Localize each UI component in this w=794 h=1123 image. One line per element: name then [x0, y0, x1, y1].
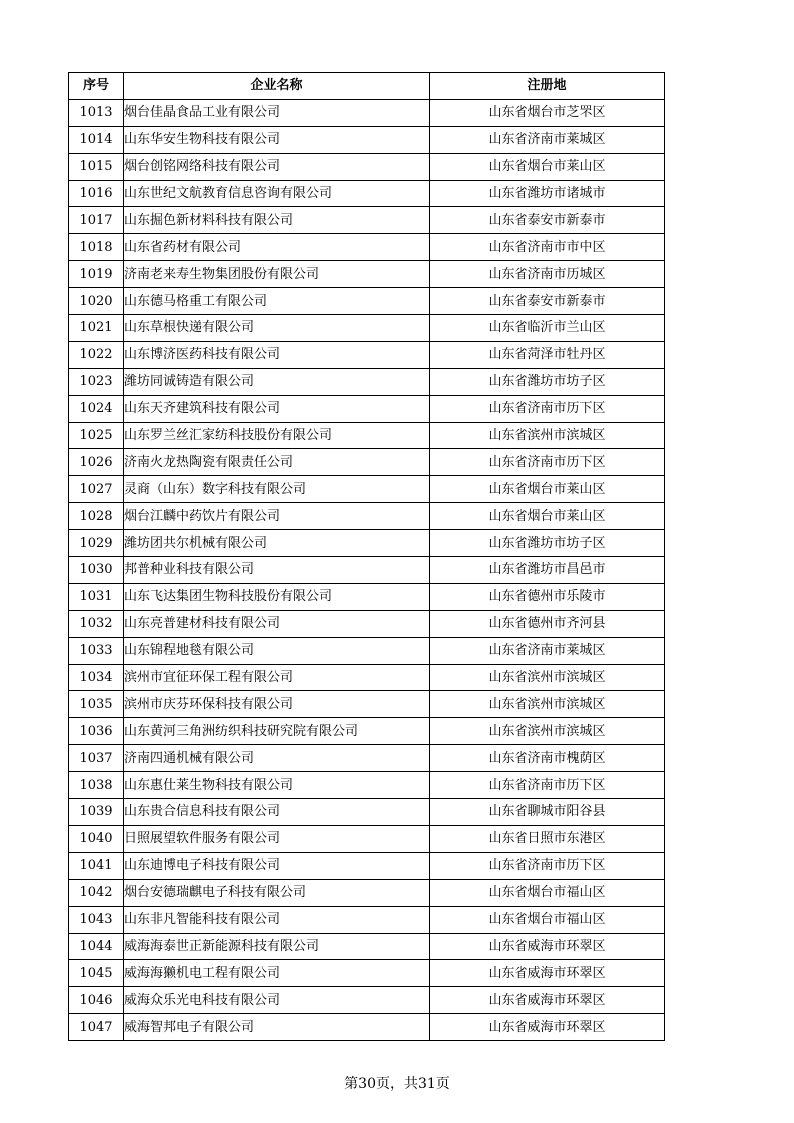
company-name: 山东贵合信息科技有限公司	[124, 799, 430, 826]
company-name: 山东黄河三角洲纺织科技研究院有限公司	[124, 718, 430, 745]
table-row	[69, 288, 665, 315]
registered-location: 山东省滨州市滨城区	[430, 664, 665, 691]
row-number: 1038	[69, 772, 124, 799]
table-row	[69, 610, 665, 637]
table-row	[69, 664, 665, 691]
row-number: 1019	[69, 261, 124, 288]
row-number: 1030	[69, 557, 124, 584]
row-number: 1017	[69, 207, 124, 234]
table-row	[69, 906, 665, 933]
registered-location: 山东省济南市槐荫区	[430, 745, 665, 772]
row-number: 1041	[69, 852, 124, 879]
registered-location: 山东省济南市历下区	[430, 852, 665, 879]
registered-location: 山东省菏泽市牡丹区	[430, 341, 665, 368]
table-row	[69, 503, 665, 530]
row-number: 1034	[69, 664, 124, 691]
table-row	[69, 449, 665, 476]
row-number: 1037	[69, 745, 124, 772]
row-number: 1047	[69, 1014, 124, 1041]
company-name: 威海智邦电子有限公司	[124, 1014, 430, 1041]
table-row	[69, 799, 665, 826]
row-number: 1031	[69, 583, 124, 610]
registered-location: 山东省济南市历下区	[430, 449, 665, 476]
header-name: 企业名称	[124, 73, 430, 100]
row-number: 1045	[69, 960, 124, 987]
table-row	[69, 180, 665, 207]
row-number: 1040	[69, 825, 124, 852]
company-name: 滨州市宜征环保工程有限公司	[124, 664, 430, 691]
company-name: 日照展望软件服务有限公司	[124, 825, 430, 852]
table-row	[69, 557, 665, 584]
row-number: 1013	[69, 99, 124, 126]
registered-location: 山东省烟台市莱山区	[430, 503, 665, 530]
company-name: 山东亮普建材科技有限公司	[124, 610, 430, 637]
enterprise-table	[68, 72, 665, 1041]
page-number: 第30页，共31页	[344, 1076, 450, 1092]
registered-location: 山东省潍坊市坊子区	[430, 530, 665, 557]
header-no: 序号	[69, 73, 124, 100]
registered-location: 山东省济南市莱城区	[430, 126, 665, 153]
registered-location: 山东省德州市齐河县	[430, 610, 665, 637]
company-name: 山东草根快递有限公司	[124, 315, 430, 342]
company-name: 山东省药材有限公司	[124, 234, 430, 261]
row-number: 1024	[69, 395, 124, 422]
company-name: 济南四通机械有限公司	[124, 745, 430, 772]
registered-location: 山东省威海市环翠区	[430, 960, 665, 987]
company-name: 潍坊团共尔机械有限公司	[124, 530, 430, 557]
registered-location: 山东省潍坊市诸城市	[430, 180, 665, 207]
company-name: 滨州市庆芬环保科技有限公司	[124, 691, 430, 718]
table-row	[69, 933, 665, 960]
company-name: 山东德马格重工有限公司	[124, 288, 430, 315]
registered-location: 山东省济南市莱城区	[430, 637, 665, 664]
company-name: 山东华安生物科技有限公司	[124, 126, 430, 153]
registered-location: 山东省泰安市新泰市	[430, 288, 665, 315]
row-number: 1020	[69, 288, 124, 315]
table-header-row	[69, 73, 665, 100]
table-row	[69, 530, 665, 557]
company-name: 山东锦程地毯有限公司	[124, 637, 430, 664]
registered-location: 山东省威海市环翠区	[430, 987, 665, 1014]
table-row	[69, 99, 665, 126]
table-row	[69, 234, 665, 261]
registered-location: 山东省威海市环翠区	[430, 1014, 665, 1041]
table-row	[69, 691, 665, 718]
row-number: 1023	[69, 368, 124, 395]
table-row	[69, 395, 665, 422]
company-name: 山东罗兰丝汇家纺科技股份有限公司	[124, 422, 430, 449]
row-number: 1036	[69, 718, 124, 745]
company-name: 山东天齐建筑科技有限公司	[124, 395, 430, 422]
company-name: 济南火龙热陶瓷有限责任公司	[124, 449, 430, 476]
registered-location: 山东省烟台市福山区	[430, 906, 665, 933]
row-number: 1046	[69, 987, 124, 1014]
row-number: 1044	[69, 933, 124, 960]
registered-location: 山东省济南市市中区	[430, 234, 665, 261]
row-number: 1015	[69, 153, 124, 180]
registered-location: 山东省济南市历下区	[430, 772, 665, 799]
company-name: 山东迪博电子科技有限公司	[124, 852, 430, 879]
registered-location: 山东省济南市历城区	[430, 261, 665, 288]
table-row	[69, 1014, 665, 1041]
table-body	[69, 99, 665, 1040]
registered-location: 山东省潍坊市昌邑市	[430, 557, 665, 584]
table-row	[69, 315, 665, 342]
table-row	[69, 637, 665, 664]
company-name: 威海海泰世正新能源科技有限公司	[124, 933, 430, 960]
row-number: 1027	[69, 476, 124, 503]
registered-location: 山东省临沂市兰山区	[430, 315, 665, 342]
table-row	[69, 718, 665, 745]
company-name: 烟台江麟中药饮片有限公司	[124, 503, 430, 530]
company-name: 威海众乐光电科技有限公司	[124, 987, 430, 1014]
table-row	[69, 422, 665, 449]
table-row	[69, 153, 665, 180]
company-name: 山东掘色新材料科技有限公司	[124, 207, 430, 234]
company-name: 山东惠仕莱生物科技有限公司	[124, 772, 430, 799]
table-row	[69, 960, 665, 987]
table-row	[69, 341, 665, 368]
row-number: 1029	[69, 530, 124, 557]
header-location: 注册地	[430, 73, 665, 100]
company-name: 山东世纪文航教育信息咨询有限公司	[124, 180, 430, 207]
row-number: 1021	[69, 315, 124, 342]
row-number: 1033	[69, 637, 124, 664]
company-name: 山东非凡智能科技有限公司	[124, 906, 430, 933]
registered-location: 山东省烟台市福山区	[430, 879, 665, 906]
table-row	[69, 987, 665, 1014]
registered-location: 山东省聊城市阳谷县	[430, 799, 665, 826]
table-row	[69, 772, 665, 799]
table-row	[69, 879, 665, 906]
company-name: 烟台创铭网络科技有限公司	[124, 153, 430, 180]
company-name: 烟台佳晶食品工业有限公司	[124, 99, 430, 126]
company-name: 潍坊同诚铸造有限公司	[124, 368, 430, 395]
row-number: 1042	[69, 879, 124, 906]
registered-location: 山东省烟台市莱山区	[430, 153, 665, 180]
table-row	[69, 207, 665, 234]
row-number: 1018	[69, 234, 124, 261]
company-name: 威海海獭机电工程有限公司	[124, 960, 430, 987]
table-row	[69, 261, 665, 288]
registered-location: 山东省泰安市新泰市	[430, 207, 665, 234]
row-number: 1026	[69, 449, 124, 476]
row-number: 1028	[69, 503, 124, 530]
registered-location: 山东省烟台市芝罘区	[430, 99, 665, 126]
company-name: 山东飞达集团生物科技股份有限公司	[124, 583, 430, 610]
table-row	[69, 126, 665, 153]
company-name: 烟台安德瑞麒电子科技有限公司	[124, 879, 430, 906]
row-number: 1022	[69, 341, 124, 368]
table-row	[69, 745, 665, 772]
registered-location: 山东省滨州市滨城区	[430, 422, 665, 449]
row-number: 1016	[69, 180, 124, 207]
registered-location: 山东省滨州市滨城区	[430, 718, 665, 745]
registered-location: 山东省威海市环翠区	[430, 933, 665, 960]
table-row	[69, 583, 665, 610]
row-number: 1035	[69, 691, 124, 718]
registered-location: 山东省滨州市滨城区	[430, 691, 665, 718]
table-row	[69, 852, 665, 879]
company-name: 济南老来寿生物集团股份有限公司	[124, 261, 430, 288]
registered-location: 山东省烟台市莱山区	[430, 476, 665, 503]
company-name: 邦普种业科技有限公司	[124, 557, 430, 584]
table-row	[69, 476, 665, 503]
row-number: 1043	[69, 906, 124, 933]
row-number: 1025	[69, 422, 124, 449]
company-name: 山东博济医药科技有限公司	[124, 341, 430, 368]
table-row	[69, 825, 665, 852]
registered-location: 山东省济南市历下区	[430, 395, 665, 422]
row-number: 1014	[69, 126, 124, 153]
registered-location: 山东省潍坊市坊子区	[430, 368, 665, 395]
registered-location: 山东省德州市乐陵市	[430, 583, 665, 610]
registered-location: 山东省日照市东港区	[430, 825, 665, 852]
row-number: 1032	[69, 610, 124, 637]
company-name: 灵商（山东）数字科技有限公司	[124, 476, 430, 503]
table-row	[69, 368, 665, 395]
row-number: 1039	[69, 799, 124, 826]
